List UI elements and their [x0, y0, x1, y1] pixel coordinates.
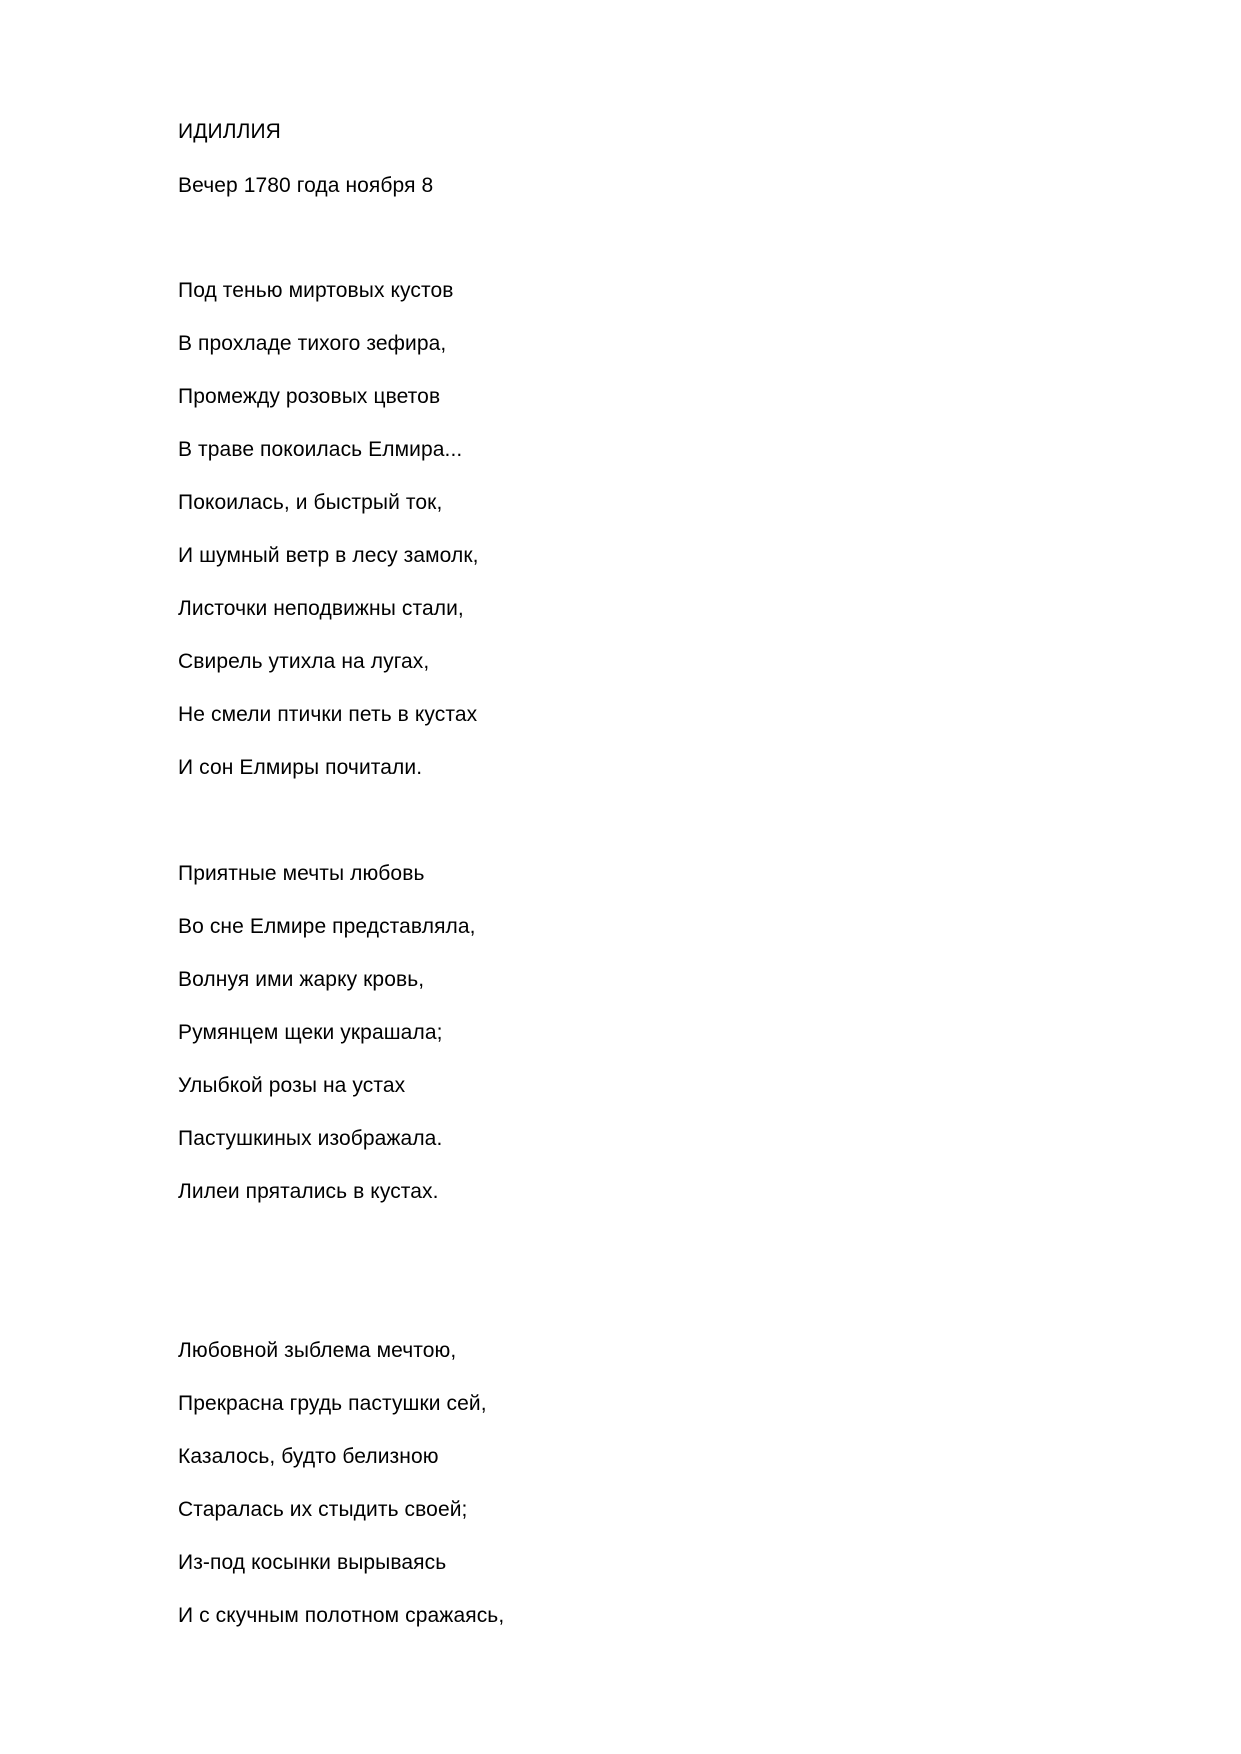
poem-subtitle-date: Вечер 1780 года ноября 8 [178, 174, 434, 197]
poem-line: Из-под косынки вырываясь [178, 1551, 447, 1574]
poem-line: Старалась их стыдить своей; [178, 1498, 468, 1521]
poem-line: Волнуя ими жарку кровь, [178, 968, 425, 991]
poem-line: Лилеи прятались в кустах. [178, 1180, 439, 1203]
poem-title: ИДИЛЛИЯ [178, 120, 281, 143]
poem-line: И сон Елмиры почитали. [178, 756, 423, 779]
poem-line: Свирель утихла на лугах, [178, 650, 430, 673]
poem-line: Листочки неподвижны стали, [178, 597, 464, 620]
poem-line: В прохладе тихого зефира, [178, 332, 447, 355]
poem-line: В траве покоилась Елмира... [178, 438, 463, 461]
poem-line: Прекрасна грудь пастушки сей, [178, 1392, 487, 1415]
poem-line: Пастушкиных изображала. [178, 1127, 443, 1150]
poem-line: Улыбкой розы на устах [178, 1074, 406, 1097]
poem-line: Под тенью миртовых кустов [178, 279, 454, 302]
poem-line: Промежду розовых цветов [178, 385, 441, 408]
poem-line: И с скучным полотном сражаясь, [178, 1604, 505, 1627]
poem-line: Во сне Елмире представляла, [178, 915, 476, 938]
poem-line: И шумный ветр в лесу замолк, [178, 544, 479, 567]
poem-line: Румянцем щеки украшала; [178, 1021, 443, 1044]
poem-line: Не смели птички петь в кустах [178, 703, 478, 726]
poem-line: Казалось, будто белизною [178, 1445, 439, 1468]
poem-line: Приятные мечты любовь [178, 862, 425, 885]
poem-line: Покоилась, и быстрый ток, [178, 491, 443, 514]
poem-line: Любовной зыблема мечтою, [178, 1339, 457, 1362]
